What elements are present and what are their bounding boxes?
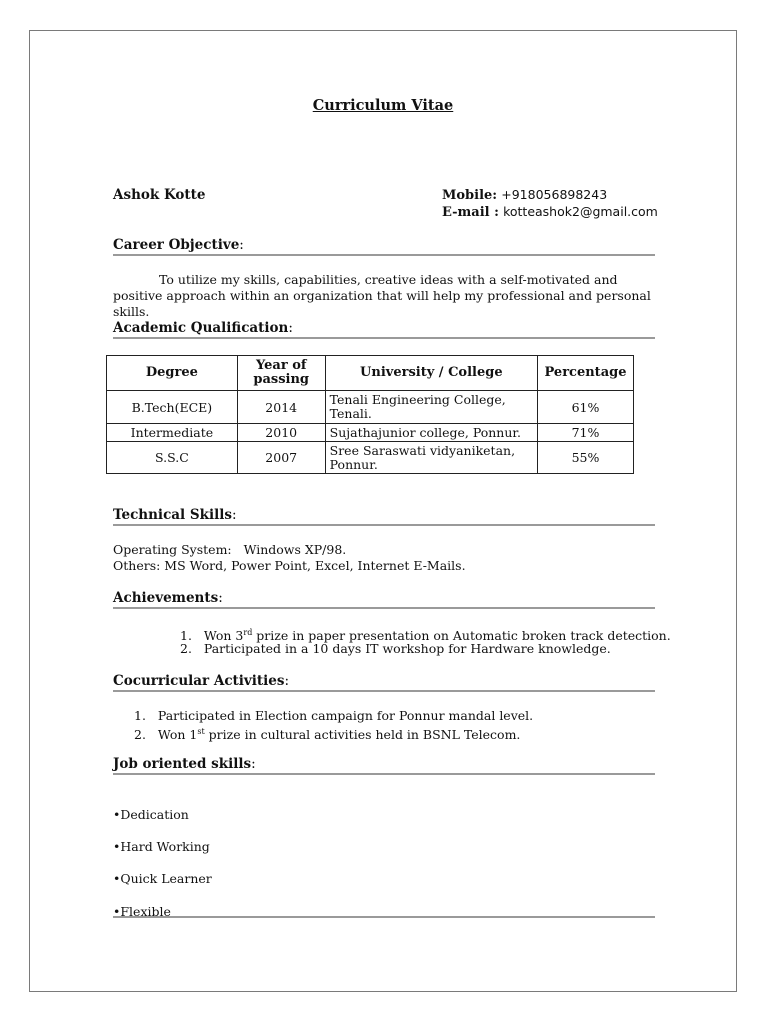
section-divider [113,916,655,918]
achievements-heading: Achievements: [113,590,655,609]
cv-page [29,30,737,992]
percent-cell: 71% [538,424,634,442]
list-item: •Dedication [113,807,189,822]
college-cell: Sujathajunior college, Ponnur. [325,424,537,442]
academic-table [106,355,634,474]
list-item: 2. Won 1st prize in cultural activities held in BSNL Telecom. [134,727,521,743]
list-item: •Flexible [113,904,171,919]
list-item: 1. Participated in Election campaign for Ponnur mandal level. [134,708,534,723]
year-cell: 2007 [237,442,325,474]
table-header-row [107,356,634,391]
table-row [107,391,634,424]
mobile-line [442,187,607,203]
header-college: University / College [325,356,537,391]
academic-heading: Academic Qualification: [113,320,655,339]
email-address: kotteashok2@gmail.com [503,204,658,219]
header-year: Year of passing [237,356,325,391]
college-cell: Tenali Engineering College, Tenali. [325,391,537,424]
mobile-label: Mobile: [442,188,498,203]
os-label: Operating System: [113,542,232,557]
career-objective-heading: Career Objective: [113,237,655,256]
os-line [113,542,346,558]
table-row [107,424,634,442]
candidate-name: Ashok Kotte [113,187,206,203]
list-item: 2. Participated in a 10 days IT workshop for Hardware knowledge. [180,641,611,656]
cocurricular-heading: Cocurricular Activities: [113,673,655,692]
email-line [442,204,658,220]
degree-cell: S.S.C [107,442,238,474]
list-item: •Hard Working [113,839,210,854]
college-cell: Sree Saraswati vidyaniketan, Ponnur. [325,442,537,474]
document-title: Curriculum Vitae [312,97,454,114]
email-label: E-mail : [442,205,499,220]
header-degree: Degree [107,356,238,391]
technical-skills-heading: Technical Skills: [113,507,655,526]
others-line: Others: MS Word, Power Point, Excel, Internet E-Mails. [113,558,466,573]
mobile-number: +918056898243 [501,187,608,202]
table-row [107,442,634,474]
percent-cell: 61% [538,391,634,424]
header-percentage: Percentage [538,356,634,391]
degree-cell: B.Tech(ECE) [107,391,238,424]
os-value: Windows XP/98. [243,542,347,557]
year-cell: 2010 [237,424,325,442]
job-skills-heading: Job oriented skills: [113,756,655,775]
year-cell: 2014 [237,391,325,424]
percent-cell: 55% [538,442,634,474]
career-objective-text: To utilize my skills, capabilities, creative ideas with a self-motivated and positive approach within an organization that will help my professional and personal skills. [113,272,651,319]
list-item: •Quick Learner [113,871,212,886]
list-item: 1. Won 3rd prize in paper presentation on Automatic broken track detection. [180,628,671,644]
degree-cell: Intermediate [107,424,238,442]
